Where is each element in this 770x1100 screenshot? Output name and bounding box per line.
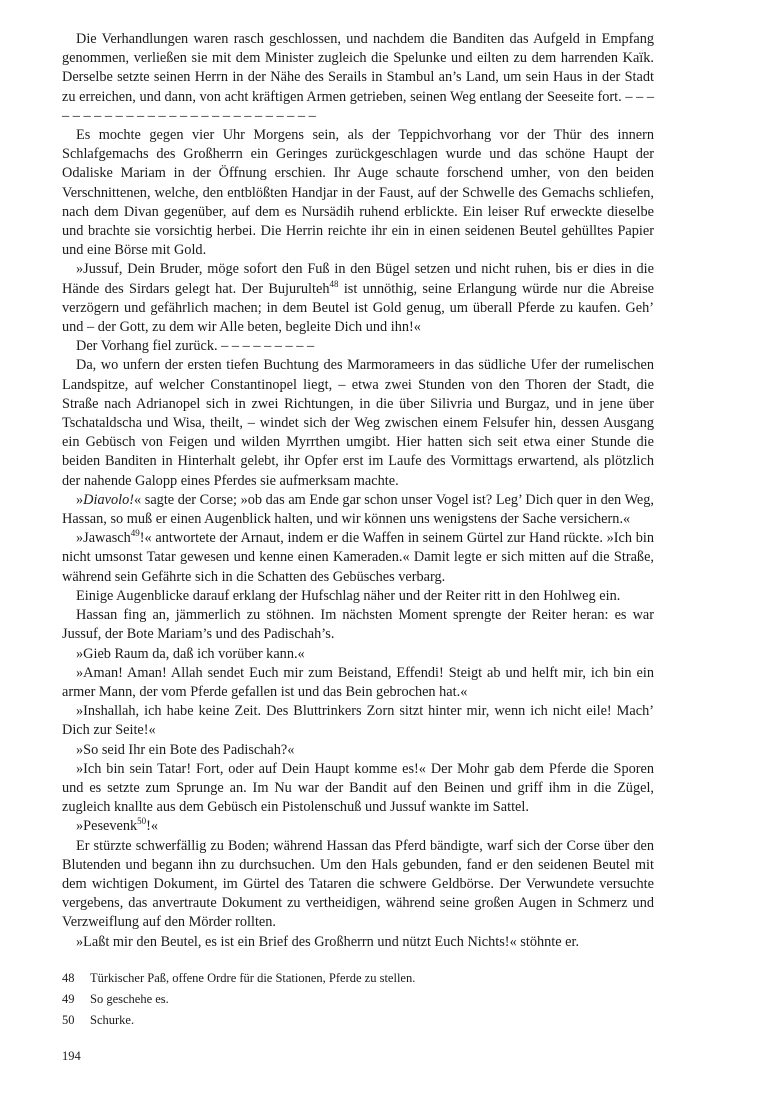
paragraph-text: « sagte der Corse; »ob das am Ende gar schon unser Vogel ist? Leg’ Dich quer in den Weg, Hassan, so muß er einen Augenblick halten, und wir können uns wenigstens der Sache versichern.«: [62, 491, 654, 528]
paragraph: [62, 260, 654, 337]
paragraph: [62, 760, 654, 818]
paragraph-text: !« antwortete der Arnaut, indem er die Waffen in seinem Gürtel zur Hand rückte. »Ich bin nicht umsonst Tatar gewesen und kenne einen Kameraden.« Damit legte er sich mitten auf die Straße, während sein Gefährte sich in die Schatten des Gebüsches verbarg.: [62, 530, 654, 585]
paragraph-text: Der Vorhang fiel zurück. – – – – – – – – –: [76, 338, 315, 355]
paragraph: [62, 587, 654, 606]
paragraph: [62, 337, 654, 356]
italic-word: Diavolo!: [83, 491, 134, 508]
paragraph-text: »Jawasch: [76, 530, 131, 547]
paragraph: [62, 529, 654, 587]
paragraph-text: »: [76, 491, 84, 508]
paragraph: [62, 837, 654, 933]
paragraph-text: »Pesevenk: [76, 818, 138, 835]
paragraph: [62, 741, 654, 760]
footnote: [62, 989, 654, 1010]
footnote-text: So geschehe es.: [90, 991, 169, 1006]
page: [62, 30, 654, 1031]
paragraph: [62, 702, 654, 740]
paragraph-text: Einige Augenblicke darauf erklang der Hufschlag näher und der Reiter ritt in den Hohlweg ein.: [76, 587, 621, 604]
paragraph: [62, 356, 654, 490]
paragraph: [62, 645, 654, 664]
paragraph: [62, 817, 654, 836]
page-number: 194: [62, 1049, 81, 1063]
paragraph-text: »So seid Ihr ein Bote des Padischah?«: [76, 741, 295, 758]
paragraph-text: Es mochte gegen vier Uhr Morgens sein, als der Teppichvorhang vor der Thür des innern Schlafgemachs des Großherrn ein Geringes zurückgeschlagen wurde und das schöne Haupt der Odaliske Mariam in der Öffnung erschien. Ihr Auge schaute forschend umher, von den beiden Verschnittenen, welche, den entblößten Handjar in der Faust, auf der Schwelle des Gemachs schliefen, nach dem Divan gegenüber, auf dem es Nursädih ruhend erblickte. Ein leiser Ruf erweckte dieselbe und brachte sie vorsichtig herbei. Die Herrin reichte ihr ein in einen seidenen Beutel gehülltes Papier und eine Börse mit Gold.: [62, 127, 654, 259]
paragraph: [62, 933, 654, 952]
paragraph-text: »Inshallah, ich habe keine Zeit. Des Bluttrinkers Zorn sitzt hinter mir, wenn ich nicht eile! Mach’ Dich zur Seite!«: [62, 703, 654, 739]
paragraph-text: »Ich bin sein Tatar! Fort, oder auf Dein Haupt komme es!« Der Mohr gab dem Pferde die Sporen und es setzte zum Sprunge an. Im Nu war der Bandit auf den Beinen und griff ihm in die Zügel, zugleich knallte aus dem Gebüsch ein Pistolenschuß und Jussuf wankte im Sattel.: [62, 760, 654, 816]
paragraph-text: ist unnöthig, seine Erlangung würde nur die Abreise verzögern und gefährlich machen; in dem Beutel ist Gold genug, um überall Pferde zu kaufen. Geh’ und – der Gott, zu dem wir Alle beten, begleite Dich und ihn!«: [62, 280, 654, 336]
footnote-ref: 50: [137, 816, 147, 827]
footnote: [62, 1010, 654, 1031]
paragraph: [62, 126, 654, 260]
paragraph-text: »Aman! Aman! Allah sendet Euch mir zum Beistand, Effendi! Steigt ab und helft mir, ich bin ein armer Mann, der vom Pferde gefallen ist und das Bein gebrochen hat.«: [62, 664, 654, 700]
paragraph-text: »Gieb Raum da, daß ich vorüber kann.«: [76, 645, 305, 662]
paragraph-text: Die Verhandlungen waren rasch geschlossen, und nachdem die Banditen das Aufgeld in Empfang genommen, verließen sie mit dem Minister zugleich die Spelunke und eilten zu dem harrenden Kaïk. Derselbe setzte seinen Herrn in der Nähe des Serails in Stambul an’s Land, um sein Haus in der Stadt zu erreichen, und dann, von acht kräftigen Armen getrieben, seinen Weg entlang der Seeseite fort. – – – – – – – – – – – – – – – – – – – – – – – – – – –: [62, 31, 654, 124]
footnote-number: 48: [62, 970, 75, 985]
paragraph-text: Hassan fing an, jämmerlich zu stöhnen. Im nächsten Moment sprengte der Reiter heran: es war Jussuf, der Bote Mariam’s und des Padischah’s.: [62, 607, 654, 643]
footnote-number: 49: [62, 991, 75, 1006]
paragraph: [62, 664, 654, 702]
paragraph-text: Da, wo unfern der ersten tiefen Buchtung des Marmorameers in das südliche Ufer der rumelischen Landspitze, auf welcher Constantinopel liegt, – etwa zwei Stunden von den Thoren der Stadt, die Straße nach Adrianopel sich in zwei Richtungen, in die über Silivria und Burgaz, und in jene über Tschataldscha und Wisa, theilt, – windet sich der Weg zwischen einem Felsufer hin, dessen Ausgang ein Gebüsch von Feigen und wilden Myrrthen umgibt. Hier hatten sich seit etwa einer Stunde die beiden Banditen in Hinterhalt gelebt, ihr Opfer erst im Laufe des Vormittags erwartend, als plötzlich der nahende Galopp eines Pferdes sie aufmerksam machte.: [62, 357, 654, 489]
footnote-ref: 49: [130, 528, 140, 539]
footnote-text: Türkischer Paß, offene Ordre für die Stationen, Pferde zu stellen.: [90, 970, 416, 985]
footnote-text: Schurke.: [90, 1012, 135, 1027]
paragraph-text: »Jussuf, Dein Bruder, möge sofort den Fuß in den Bügel setzen und nicht ruhen, bis er dies in die Hände des Sirdars gelegt hat. Der Bujurulteh: [62, 261, 654, 297]
paragraph: [62, 491, 654, 529]
footnote: [62, 968, 654, 989]
paragraph-text: »Laßt mir den Beutel, es ist ein Brief des Großherrn und nützt Euch Nichts!« stöhnte er.: [76, 933, 580, 950]
footnotes: [62, 968, 654, 1031]
paragraph: [62, 606, 654, 644]
paragraph-text: Er stürzte schwerfällig zu Boden; während Hassan das Pferd bändigte, warf sich der Corse über den Blutenden und begann ihn zu durchsuchen. Um den Hals gebunden, fand er den seidenen Beutel mit dem wichtigen Dokument, im Gürtel des Tataren die schwere Geldbörse. Der Verwundete versuchte vergebens, das anvertraute Dokument zu vertheidigen, während seine großen Augen in Schmerz und Verzweiflung auf den Mörder rollten.: [62, 837, 654, 931]
footnote-ref: 48: [329, 278, 339, 289]
paragraph: [62, 30, 654, 126]
footnote-number: 50: [62, 1012, 75, 1027]
paragraph-text: !«: [146, 818, 159, 835]
body-text: [62, 30, 654, 952]
